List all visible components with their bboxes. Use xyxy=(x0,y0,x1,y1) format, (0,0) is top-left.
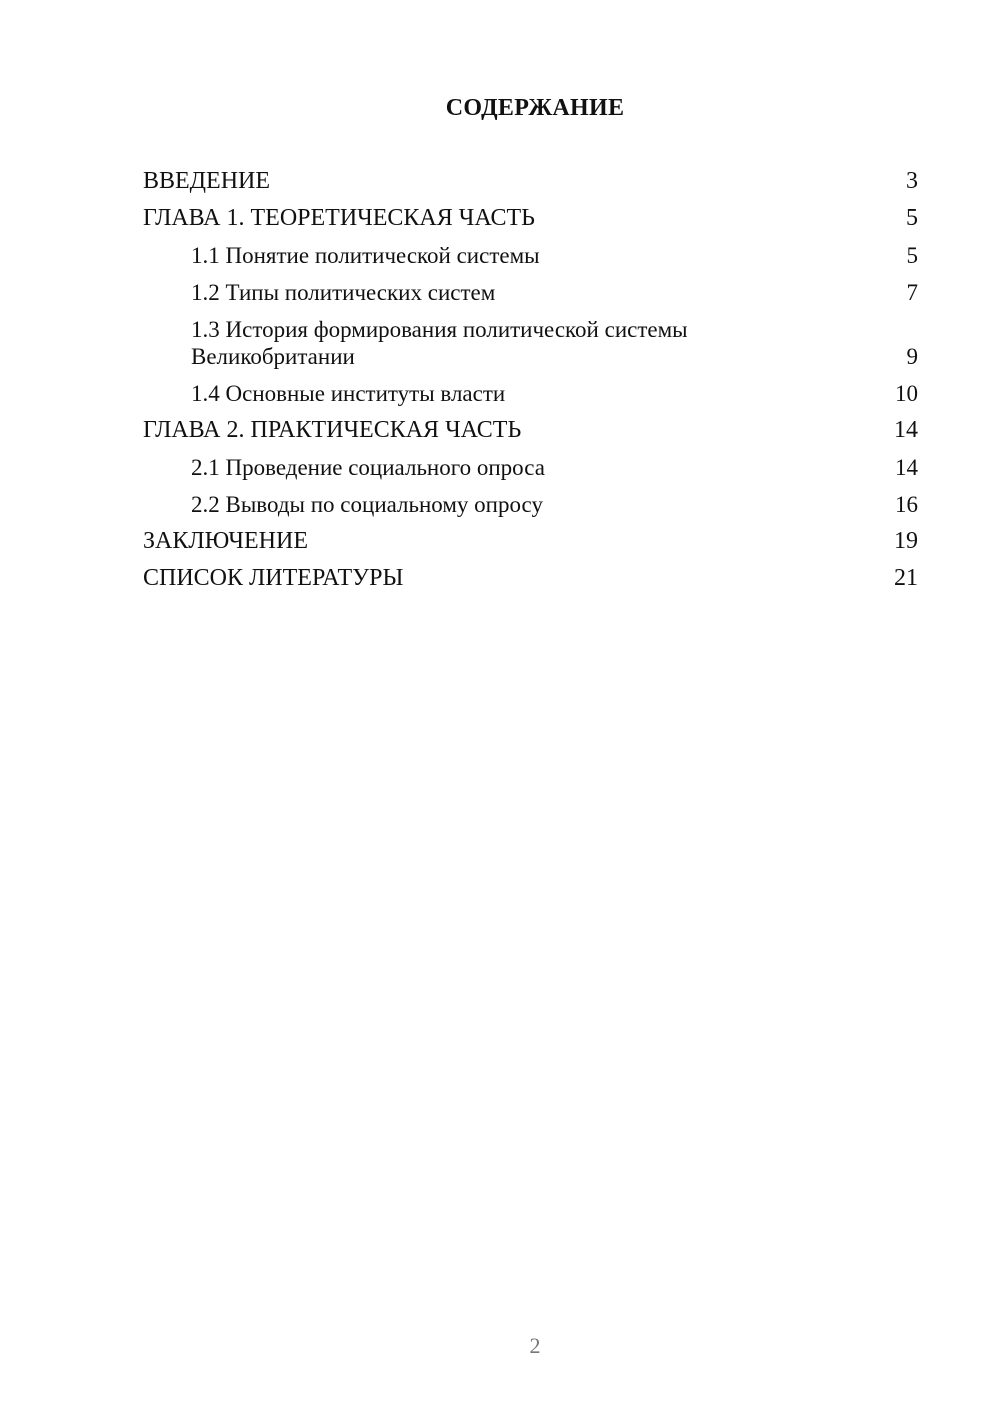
toc-entry-label: 1.1 Понятие политической системы xyxy=(191,243,540,268)
toc-entry-label: ВВЕДЕНИЕ xyxy=(143,168,271,194)
toc-title: СОДЕРЖАНИЕ xyxy=(445,95,625,121)
toc-entry-references xyxy=(143,565,918,592)
toc-entry-section-1-1 xyxy=(143,242,918,269)
toc-entry-page: 5 xyxy=(906,205,918,231)
toc-entry-conclusion xyxy=(143,528,918,555)
toc-entry-page: 7 xyxy=(906,280,918,305)
toc-entry-label: 1.3 История формирования политической системы Великобритании xyxy=(191,317,688,369)
toc-entry-page: 14 xyxy=(894,417,918,443)
toc-entry-page: 10 xyxy=(895,381,918,406)
toc-entry-page: 19 xyxy=(894,528,918,554)
toc-entry-page: 5 xyxy=(906,243,918,268)
toc-entry-introduction xyxy=(143,168,918,195)
toc-entry-page: 3 xyxy=(906,168,918,194)
toc-entry-section-1-3 xyxy=(143,316,918,370)
toc-entry-label: ГЛАВА 2. ПРАКТИЧЕСКАЯ ЧАСТЬ xyxy=(143,417,522,443)
toc-entry-section-1-4 xyxy=(143,380,918,407)
toc-entry-label: СПИСОК ЛИТЕРАТУРЫ xyxy=(143,565,404,591)
toc-entry-chapter-1 xyxy=(143,205,918,232)
toc-entry-page: 16 xyxy=(895,492,918,517)
toc-entry-page: 21 xyxy=(894,565,918,591)
toc-entry-label: 1.4 Основные институты власти xyxy=(191,381,506,406)
toc-entry-label: ГЛАВА 1. ТЕОРЕТИЧЕСКАЯ ЧАСТЬ xyxy=(143,205,535,231)
toc-entry-label: 2.1 Проведение социального опроса xyxy=(191,455,545,480)
toc-entry-label: 1.2 Типы политических систем xyxy=(191,280,496,305)
toc-entry-section-2-1 xyxy=(143,454,918,481)
table-of-contents xyxy=(143,168,918,592)
page-number: 2 xyxy=(529,1333,541,1358)
toc-entry-label: ЗАКЛЮЧЕНИЕ xyxy=(143,528,308,554)
toc-entry-section-1-2 xyxy=(143,279,918,306)
toc-entry-page: 14 xyxy=(895,455,918,480)
toc-entry-chapter-2 xyxy=(143,417,918,444)
toc-entry-page: 9 xyxy=(906,344,918,369)
toc-entry-section-2-2 xyxy=(143,491,918,518)
toc-entry-label: 2.2 Выводы по социальному опросу xyxy=(191,492,543,517)
